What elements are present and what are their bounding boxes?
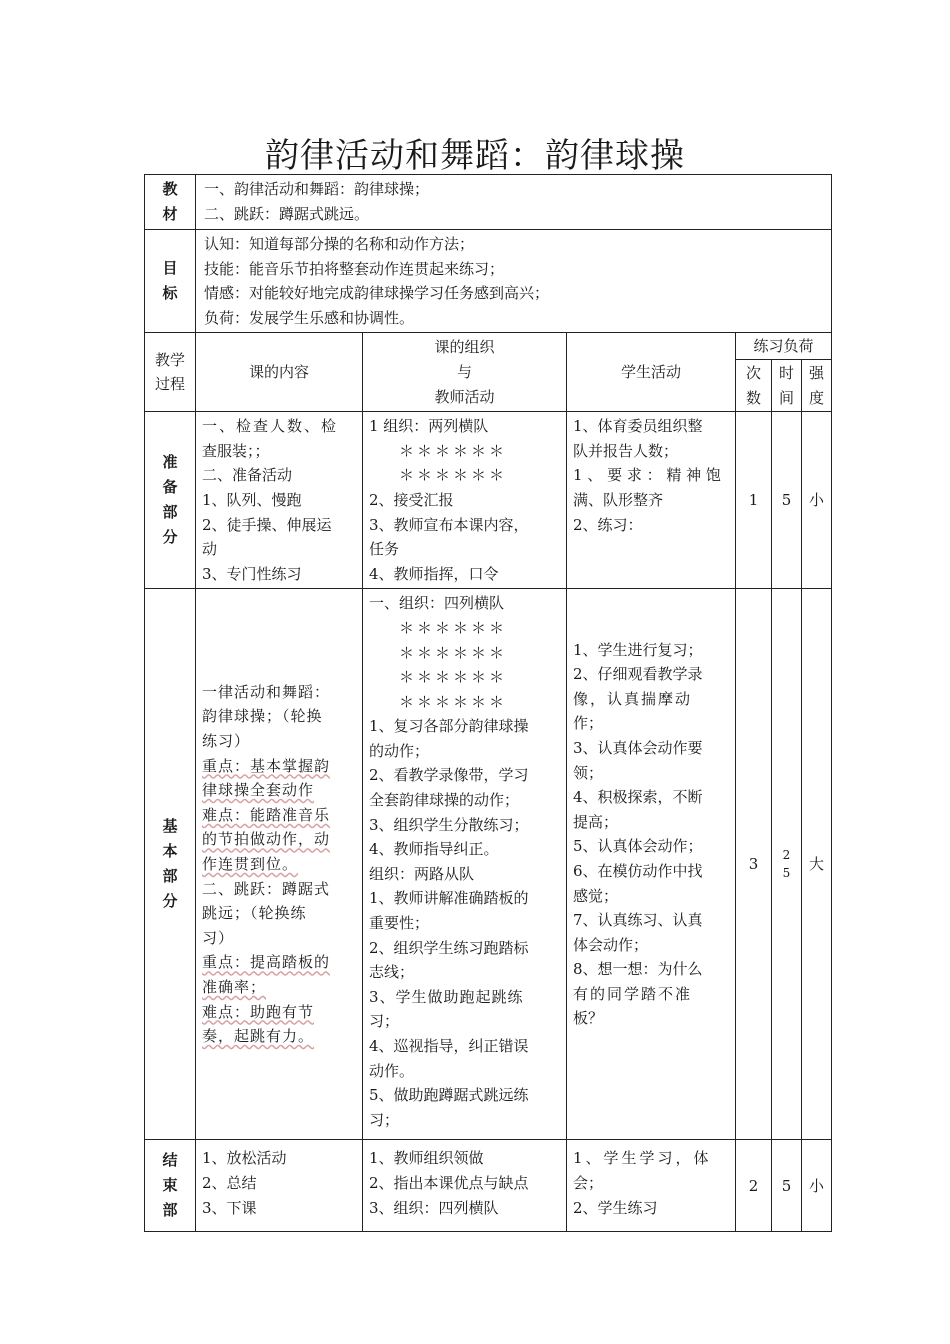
process-header: 教学 过程: [145, 333, 196, 412]
basic-times: 3: [736, 589, 772, 1140]
material-line: 一、韵律活动和舞蹈：韵律球操；: [204, 180, 430, 198]
goal-line: 技能：能音乐节拍将整套动作连贯起来练习；: [204, 259, 505, 278]
basic-duration: 2 5: [772, 589, 802, 1140]
basic-row: [145, 589, 832, 1140]
organization-header: 课的组织 与 教师活动: [363, 333, 567, 412]
header-row: [145, 333, 832, 360]
material-content: [196, 175, 832, 230]
material-line: 二、跳跃：蹲踞式跳远。: [204, 204, 370, 223]
end-student: 1、学生学习，体 会； 2、学生练习: [567, 1140, 736, 1232]
intensity-header: 强 度: [802, 360, 832, 412]
student-header: 学生活动: [567, 333, 736, 412]
prep-student: 1、体育委员组织整 队并报告人数； 1 、 要 求 ： 精 神 饱 满、队形整齐 2、练习：: [567, 412, 736, 589]
end-content: 1、放松活动 2、总结 3、下课: [196, 1140, 363, 1232]
basic-organization: 一、组织：四列横队 ＊＊＊＊＊＊ ＊＊＊＊＊＊ ＊＊＊＊＊＊ ＊＊＊＊＊＊ 1、复习各部分韵律球操 的动作； 2、看教学录像带，学习 全套韵律球操的动作； 3、组织学生分散练习； 4、教师指导纠正。 组织：两路从队 1、教师讲解准确踏板的 重要性； 2、组织学生练习跑踏标 志线； 3、学生做助跑起跳练 习； 4、巡视指导，纠正错误 动作。 5、做助跑蹲踞式跳远练 习；: [363, 589, 567, 1140]
goal-line: 负荷：发展学生乐感和协调性。: [204, 308, 415, 327]
basic-content: 一律活动和舞蹈： 韵律球操；（轮换 练习） 重点：基本掌握韵 律球操全套动作 难点：能踏准音乐 的节拍做动作，动 作连贯到位。 二、跳跃：蹲踞式 跳远；（轮换练 习） 重点：提高踏板的 准确率； 难点：助跑有节 奏，起跳有力。: [196, 589, 363, 1140]
basic-student: 1、学生进行复习； 2、仔细观看教学录 像，认真揣摩动 作； 3、认真体会动作要 领； 4、积极探索，不断 提高； 5、认真体会动作； 6、在模仿动作中找 感觉； 7、认真练习、认真 体会动作； 8、想一想：为什么 有的同学踏不准 板？: [567, 589, 736, 1140]
end-organization: 1、教师组织领做 2、指出本课优点与缺点 3、组织：四列横队: [363, 1140, 567, 1232]
load-header: 练习负荷: [736, 333, 832, 360]
goal-line: 情感：对能较好地完成韵律球操学习任务感到高兴；: [204, 284, 550, 303]
times-header: 次 数: [736, 360, 772, 412]
lesson-plan-table: [144, 174, 832, 1232]
goals-row: [145, 230, 832, 333]
end-times: 2: [736, 1140, 772, 1232]
basic-label: 基 本 部 分: [145, 589, 196, 1140]
prep-organization: 1 组织：两列横队 ＊＊＊＊＊＊ ＊＊＊＊＊＊ 2、接受汇报 3、教师宣布本课内容， 任务 4、教师指挥，口令: [363, 412, 567, 589]
prep-intensity: 小: [802, 412, 832, 589]
end-duration: 5: [772, 1140, 802, 1232]
prep-times: 1: [736, 412, 772, 589]
end-label: 结 束 部: [145, 1140, 196, 1232]
duration-header: 时 间: [772, 360, 802, 412]
content-header: 课的内容: [196, 333, 363, 412]
prep-label: 准 备 部 分: [145, 412, 196, 589]
basic-intensity: 大: [802, 589, 832, 1140]
goal-line: 认知：知道每部分操的名称和动作方法；: [204, 235, 475, 253]
prep-row: [145, 412, 832, 589]
material-label: 教 材: [145, 175, 196, 230]
prep-duration: 5: [772, 412, 802, 589]
material-row: [145, 175, 832, 230]
goals-label: 目 标: [145, 230, 196, 333]
prep-content: 一、检查人数、检 查服装；； 二、准备活动 1、队列、慢跑 2、徒手操、伸展运 动 3、专门性练习: [196, 412, 363, 589]
end-intensity: 小: [802, 1140, 832, 1232]
page-title: 韵律活动和舞蹈：韵律球操: [265, 136, 685, 176]
end-row: [145, 1140, 832, 1232]
goals-content: [196, 230, 832, 333]
